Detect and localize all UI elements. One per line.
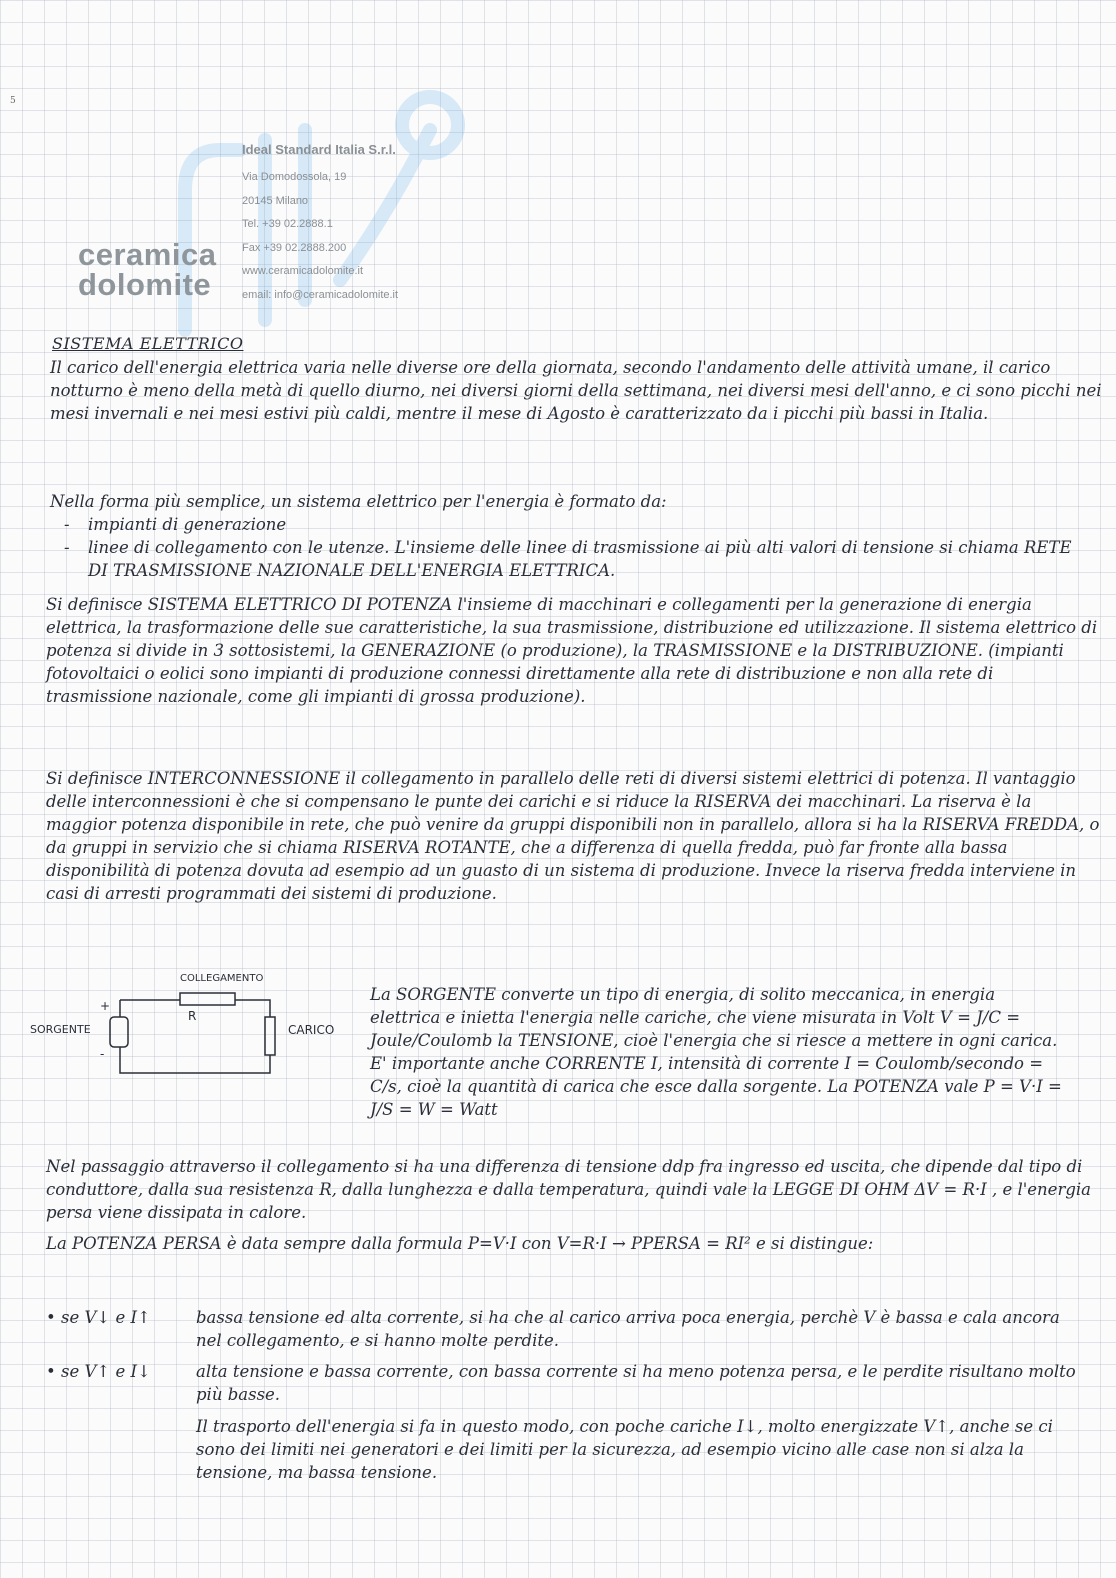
case-label: • se V↓ e I↑	[46, 1308, 151, 1327]
list-item: - impianti di generazione	[50, 513, 1090, 536]
page-number: 5	[10, 96, 16, 106]
collegamento-label: COLLEGAMENTO	[180, 973, 264, 984]
circuit-diagram	[30, 965, 350, 1085]
case-item	[46, 1306, 1096, 1352]
paragraph-sorgente: La SORGENTE converte un tipo di energia, di solito meccanica, in energia elettrica e inietta l'energia nelle cariche, che viene misurata in Volt V = J/C = Joule/Coulomb la TENSIONE, cioè l'energia che si riesce a mettere in ogni carica. E' importante anche CORRENTE I, intensità di corrente I = Coulomb/secondo = C/s, cioè la quantità di carica che esce dalla sorgente. La POTENZA vale P = V·I = J/S = W = Watt	[370, 985, 1062, 1119]
cases-list	[46, 1306, 1096, 1406]
address-line: Via Domodossola, 19	[242, 171, 347, 183]
case-item	[46, 1360, 1096, 1406]
paragraph-collegamento	[46, 1155, 1096, 1255]
page-title: SISTEMA ELETTRICO	[52, 334, 244, 353]
resistor-label: R	[188, 1009, 197, 1023]
minus-sign: -	[100, 1047, 105, 1061]
paragraph-interconnessione: Si definisce INTERCONNESSIONE il collegamento in parallelo delle reti di diversi sistemi elettrici di potenza. Il vantaggio delle interconnessioni è che si compensano le punte dei carichi e si riduce la RISERVA dei macchinari. La riserva è la maggior potenza disponibile in rete, che può venire da gruppi disponibili non in parallelo, allora si ha la RISERVA FREDDA, o da gruppi in servizio che si chiama RISERVA ROTANTE, che a differenza di quella fredda, può far fronte alla bassa disponibilità di potenza dovuta ad esempio ad un guasto di un sistema di produzione. Invece la riserva fredda interviene in casi di arresti programmati dei sistemi di produzione.	[46, 769, 1100, 903]
sorgente-label: SORGENTE	[30, 1023, 91, 1036]
fax-line: Fax +39 02.2888.200	[242, 241, 347, 254]
ohm-law-text: Nel passaggio attraverso il collegamento si ha una differenza di tensione ddp fra ingresso ed uscita, che dipende dal tipo di conduttore, dalla sua resistenza R, dalla lunghezza e dalla temperatura, quindi vale la LEGGE DI OHM ΔV = R·I , e l'energia persa viene dissipata in calore.	[46, 1157, 1092, 1222]
phone-line: Tel. +39 02.2888.1	[242, 218, 333, 230]
potenza-persa-text: La POTENZA PERSA è data sempre dalla formula P=V·I con V=R·I → PPERSA = RI² e si distingue:	[46, 1234, 874, 1253]
case-text: bassa tensione ed alta corrente, si ha che al carico arriva poca energia, perchè V è bassa e cala ancora nel collegamento, e si hanno molte perdite.	[196, 1308, 1060, 1350]
company-address-block	[242, 142, 398, 307]
logo-line: ceramica	[78, 237, 217, 272]
logo-line: dolomite	[78, 267, 212, 302]
company-name: Ideal Standard Italia S.r.l.	[242, 142, 396, 157]
company-logo	[78, 237, 218, 302]
address-line: 20145 Milano	[242, 194, 309, 207]
list-intro: Nella forma più semplice, un sistema elettrico per l'energia è formato da:	[50, 492, 667, 511]
case-label: • se V↑ e I↓	[46, 1362, 151, 1381]
carico-label: CARICO	[288, 1023, 335, 1037]
paragraph-carico: Il carico dell'energia elettrica varia nelle diverse ore della giornata, secondo l'andamento delle attività umane, il carico notturno è meno della metà di quello diurno, nei diversi giorni della settimana, nei diversi mesi dell'anno, e ci sono picchi nei mesi invernali e nei mesi estivi più caldi, mentre il mese di Agosto è caratterizzato da i picchi più bassi in Italia.	[50, 358, 1102, 423]
sistema-list	[50, 490, 1090, 582]
email-line: email: info@ceramicadolomite.it	[242, 288, 399, 301]
website-line: www.ceramicadolomite.it	[242, 265, 364, 277]
list-item: - linee di collegamento con le utenze. L'insieme delle linee di trasmissione ai più alti valori di tensione si chiama RETE DI TRASMISSIONE NAZIONALE DELL'ENERGIA ELETTRICA.	[50, 536, 1090, 582]
plus-sign: +	[100, 999, 111, 1013]
paragraph-sistema-potenza: Si definisce SISTEMA ELETTRICO DI POTENZA l'insieme di macchinari e collegamenti per la generazione di energia elettrica, la trasformazione delle sue caratteristiche, la sua trasmissione, distribuzione ed utilizzazione. Il sistema elettrico di potenza si divide in 3 sottosistemi, la GENERAZIONE (o produzione), la TRASMISSIONE e la DISTRIBUZIONE. (impianti fotovoltaici o eolici sono impianti di produzione connessi direttamente alla rete di distribuzione e non alla rete di trasmissione nazionale, come gli impianti di grossa produzione).	[46, 595, 1098, 706]
paragraph-trasporto: Il trasporto dell'energia si fa in questo modo, con poche cariche I↓, molto energizzate V↑, anche se ci sono dei limiti nei generatori e dei limiti per la sicurezza, ad esempio vicino alle case non si alza la tensione, ma bassa tensione.	[196, 1417, 1053, 1482]
case-text: alta tensione e bassa corrente, con bassa corrente si ha meno potenza persa, e le perdite risultano molto più basse.	[196, 1362, 1076, 1404]
